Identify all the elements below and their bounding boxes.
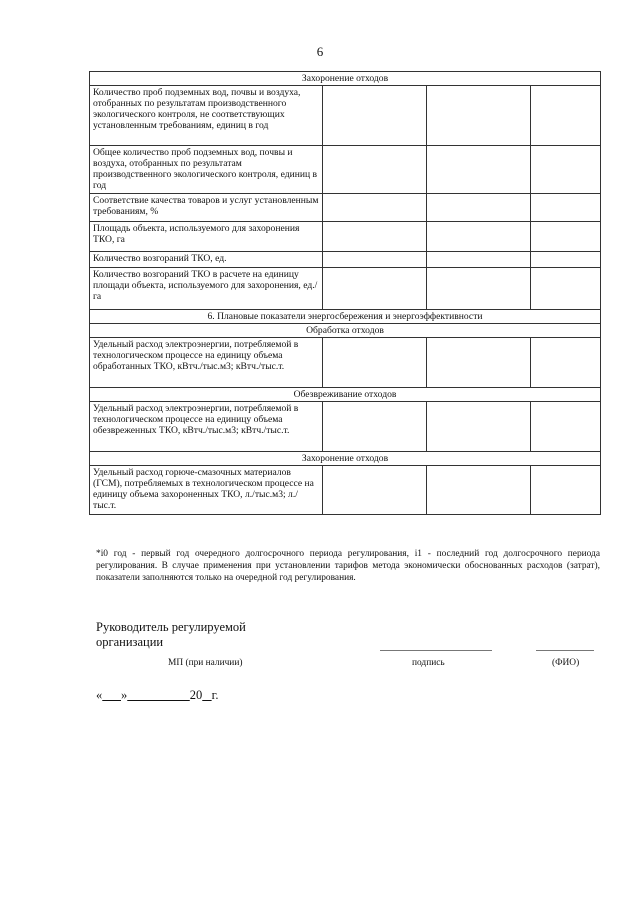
indicator-row xyxy=(90,252,601,268)
stamp-caption: МП (при наличии) xyxy=(168,658,243,668)
section-title: Обезвреживание отходов xyxy=(90,388,601,402)
value-cell xyxy=(427,146,531,194)
head-title: Руководитель регулируемой организации xyxy=(96,620,246,649)
indicator-row xyxy=(90,194,601,222)
indicators-table xyxy=(89,71,601,515)
sign-caption: подпись xyxy=(412,658,445,668)
section-header-row xyxy=(90,452,601,466)
value-cell xyxy=(531,252,601,268)
value-cell xyxy=(427,466,531,515)
value-cell xyxy=(531,86,601,146)
value-cell xyxy=(427,252,531,268)
indicator-label: Соответствие качества товаров и услуг установленным требованиям, % xyxy=(90,194,323,222)
section-header-row xyxy=(90,388,601,402)
year-prefix: 20 xyxy=(189,688,203,702)
section-title: Захоронение отходов xyxy=(90,452,601,466)
section-header-row xyxy=(90,310,601,324)
close-quote: » xyxy=(121,688,128,702)
footnote: *i0 год - первый год очередного долгосрочного периода регулирования, i1 - последний год долгосрочного периода регулирования. В случае применения при установлении тарифов метода экономически обоснованных расходов (затрат), показатели заполняются только на очередной год регулирования. xyxy=(96,549,600,583)
indicator-row xyxy=(90,146,601,194)
value-cell xyxy=(427,402,531,452)
value-cell xyxy=(531,146,601,194)
section-title: 6. Плановые показатели энергосбережения и энергоэффективности xyxy=(90,310,601,324)
value-cell xyxy=(531,222,601,252)
date-line xyxy=(96,688,218,703)
value-cell xyxy=(323,222,427,252)
section-header-row xyxy=(90,72,601,86)
indicator-label: Удельный расход электроэнергии, потребляемой в технологическом процессе на единицу объема обезвреженных ТКО, кВтч./тыс.м3; кВтч./тыс.т. xyxy=(90,402,323,452)
value-cell xyxy=(531,268,601,310)
value-cell xyxy=(427,194,531,222)
indicator-row xyxy=(90,86,601,146)
value-cell xyxy=(323,268,427,310)
value-cell xyxy=(427,338,531,388)
indicator-label: Количество проб подземных вод, почвы и воздуха, отобранных по результатам производственного экологического контроля, не соответствующих установленным требованиям, единиц в год xyxy=(90,86,323,146)
indicator-label: Удельный расход горюче-смазочных материалов (ГСМ), потребляемых в технологическом процессе на единицу объема захороненных ТКО, л./тыс.м3; л./тыс.т. xyxy=(90,466,323,515)
value-cell xyxy=(323,86,427,146)
value-cell xyxy=(531,194,601,222)
year-suffix: г. xyxy=(211,688,219,702)
indicator-label: Общее количество проб подземных вод, почвы и воздуха, отобранных по результатам производственного экологического контроля, единиц в год xyxy=(90,146,323,194)
fio-line xyxy=(536,650,594,651)
indicator-label: Количество возгораний ТКО, ед. xyxy=(90,252,323,268)
value-cell xyxy=(531,402,601,452)
value-cell xyxy=(323,466,427,515)
indicator-row xyxy=(90,268,601,310)
value-cell xyxy=(323,194,427,222)
value-cell xyxy=(427,222,531,252)
fio-caption: (ФИО) xyxy=(552,658,580,668)
indicator-label: Площадь объекта, используемого для захоронения ТКО, га xyxy=(90,222,323,252)
indicator-row xyxy=(90,466,601,515)
indicator-row xyxy=(90,338,601,388)
value-cell xyxy=(323,402,427,452)
indicator-row xyxy=(90,222,601,252)
section-title: Захоронение отходов xyxy=(90,72,601,86)
value-cell xyxy=(531,338,601,388)
value-cell xyxy=(427,268,531,310)
open-quote: « xyxy=(96,688,103,702)
value-cell xyxy=(323,146,427,194)
value-cell xyxy=(427,86,531,146)
indicator-label: Количество возгораний ТКО в расчете на единицу площади объекта, используемого для захоронения, ед./га xyxy=(90,268,323,310)
indicator-label: Удельный расход электроэнергии, потребляемой в технологическом процессе на единицу объема обработанных ТКО, кВтч./тыс.м3; кВтч./тыс.т. xyxy=(90,338,323,388)
value-cell xyxy=(323,252,427,268)
page-number: 6 xyxy=(316,44,324,59)
signature-line xyxy=(380,650,492,651)
value-cell xyxy=(323,338,427,388)
section-header-row xyxy=(90,324,601,338)
indicator-row xyxy=(90,402,601,452)
value-cell xyxy=(531,466,601,515)
section-title: Обработка отходов xyxy=(90,324,601,338)
